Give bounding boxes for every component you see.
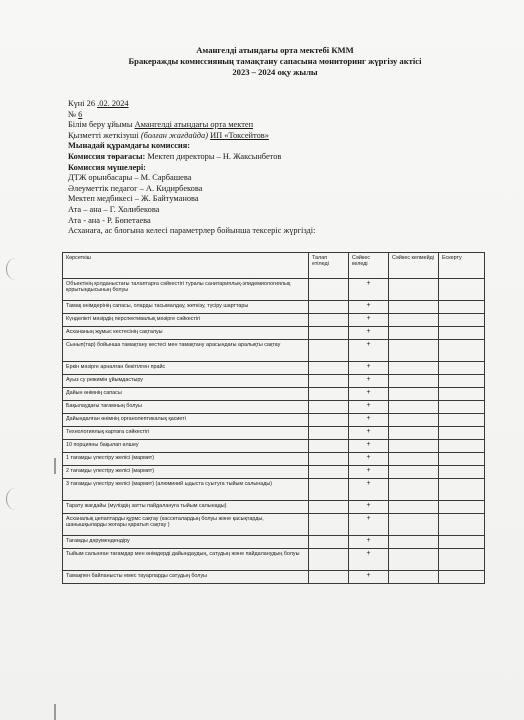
table-row xyxy=(63,479,485,501)
note-cell xyxy=(439,440,485,453)
required-cell xyxy=(309,536,349,549)
required-cell xyxy=(309,388,349,401)
indicator-cell: Технологиялық картаға сәйкестігі xyxy=(63,427,309,440)
table-row xyxy=(63,362,485,375)
table-body xyxy=(63,279,485,584)
note-cell xyxy=(439,401,485,414)
indicator-cell: Асханалық цепаптарды құрмс сақтау (кассеталардың болуы және қасықтарды, шанышқыларды жоғары қаратып сақтау ) xyxy=(63,514,309,536)
noncompliant-cell xyxy=(389,301,439,314)
noncompliant-cell xyxy=(389,375,439,388)
col-header-noncompliant: Сәйкес келмейді xyxy=(389,253,439,279)
noncompliant-cell xyxy=(389,549,439,571)
table-row xyxy=(63,414,485,427)
member-line: ДТЖ орынбасары – М. Сарбашева xyxy=(68,173,192,183)
note-cell xyxy=(439,301,485,314)
required-cell xyxy=(309,401,349,414)
compliant-mark: + xyxy=(349,414,389,427)
indicator-cell: Объектінің қолданыстағы талаптарға сәйкестігі туралы санитариялық-эпидемиологиялық қорытындысының болуы xyxy=(63,279,309,301)
inspection-intro: Асханаға, ас блогына келесі параметрлер бойынша тексеріс жүргізді: xyxy=(68,226,316,236)
indicator-cell: Бақылаудағы тағамның болуы xyxy=(63,401,309,414)
indicator-cell: 2 тағамды үлестіру желісі (мармит) xyxy=(63,466,309,479)
required-cell xyxy=(309,301,349,314)
member-line: Әлеуметтік педагог – А. Кидирбекова xyxy=(68,183,203,193)
noncompliant-cell xyxy=(389,314,439,327)
noncompliant-cell xyxy=(389,514,439,536)
compliant-mark: + xyxy=(349,301,389,314)
noncompliant-cell xyxy=(389,401,439,414)
table-row xyxy=(63,401,485,414)
note-cell xyxy=(439,327,485,340)
required-cell xyxy=(309,466,349,479)
compliant-mark: + xyxy=(349,427,389,440)
provider-line: Қызметті жеткізуші (болған жағдайда) ИП «Токсейтов» xyxy=(68,130,269,140)
noncompliant-cell xyxy=(389,427,439,440)
noncompliant-cell xyxy=(389,327,439,340)
number-line: № 6 xyxy=(68,109,83,119)
compliant-mark: + xyxy=(349,536,389,549)
indicator-cell: Тамақпен байланысты емес тауарларды сатудың болуы xyxy=(63,571,309,584)
required-cell xyxy=(309,314,349,327)
header-line-school: Амангелді атындағы орта мектебі КММ xyxy=(196,45,354,55)
required-cell xyxy=(309,549,349,571)
required-cell xyxy=(309,440,349,453)
note-cell xyxy=(439,479,485,501)
compliant-mark: + xyxy=(349,375,389,388)
required-cell xyxy=(309,453,349,466)
compliant-mark: + xyxy=(349,340,389,362)
noncompliant-cell xyxy=(389,571,439,584)
compliant-mark: + xyxy=(349,314,389,327)
compliant-mark: + xyxy=(349,401,389,414)
noncompliant-cell xyxy=(389,501,439,514)
table-row xyxy=(63,314,485,327)
table-row xyxy=(63,301,485,314)
table-header-row xyxy=(63,253,485,279)
noncompliant-cell xyxy=(389,340,439,362)
indicator-cell: Дайын өнімнің сапасы xyxy=(63,388,309,401)
members-heading: Комиссия мүшелері: xyxy=(68,162,146,172)
indicator-cell: Сынып(тар) бойынша тамақтану кестесі мен тамақтану арасындағы аралықты сақтау xyxy=(63,340,309,362)
indicator-cell: Тағамды дәрумендендіру xyxy=(63,536,309,549)
indicator-cell: Күнделікті мәзірдің перспективалық мәзірге сәйкестігі xyxy=(63,314,309,327)
noncompliant-cell xyxy=(389,536,439,549)
col-header-indicator: Көрсеткіш xyxy=(63,253,309,279)
punch-hole-mark xyxy=(6,258,25,280)
noncompliant-cell xyxy=(389,414,439,427)
table-row xyxy=(63,571,485,584)
table-row xyxy=(63,388,485,401)
compliant-mark: + xyxy=(349,327,389,340)
required-cell xyxy=(309,327,349,340)
punch-hole-mark xyxy=(6,488,25,510)
member-line: Ата – ана – Г. Холибекова xyxy=(68,204,160,214)
act-info xyxy=(68,99,498,237)
indicator-cell: 3 тағамды үлестіру желісі (мармит) (алюминий ыдыста суытуға тыйым салынады) xyxy=(63,479,309,501)
table-row xyxy=(63,466,485,479)
indicator-cell: Тамақ өнімдерінің сапасы, оларды тасымалдау, жеткізу, түсіру шарттары xyxy=(63,301,309,314)
note-cell xyxy=(439,314,485,327)
provider-note: (болған жағдайда) xyxy=(140,130,208,140)
noncompliant-cell xyxy=(389,466,439,479)
date-value: .02. 2024 xyxy=(97,99,129,108)
header-line-act-title: Бракеражды комиссияның тамақтану сапасына мониторинг жүргізу актісі xyxy=(128,56,422,66)
indicator-cell: Дайындалған өнімнің органолептикалық қасиеті xyxy=(63,414,309,427)
note-cell xyxy=(439,453,485,466)
required-cell xyxy=(309,340,349,362)
compliant-mark: + xyxy=(349,549,389,571)
required-cell xyxy=(309,279,349,301)
compliant-mark: + xyxy=(349,362,389,375)
table-row xyxy=(63,427,485,440)
table-row xyxy=(63,514,485,536)
compliant-mark: + xyxy=(349,479,389,501)
chair-line: Комиссия төрағасы: Мектеп директоры – Н. Жаксынбетов xyxy=(68,151,282,161)
indicator-cell: 1 тағамды үлестіру желісі (мармит) xyxy=(63,453,309,466)
required-cell xyxy=(309,501,349,514)
indicator-cell: Асхананың жұмыс кестесінің сақталуы xyxy=(63,327,309,340)
noncompliant-cell xyxy=(389,453,439,466)
required-cell xyxy=(309,479,349,501)
indicator-cell: 10 порцияны бақылап өлшеу xyxy=(63,440,309,453)
commission-heading: Мынадай құрамдағы комиссия: xyxy=(68,141,191,151)
note-cell xyxy=(439,501,485,514)
noncompliant-cell xyxy=(389,388,439,401)
org-value: Амангелді атындағы орта мектеп xyxy=(134,120,254,130)
noncompliant-cell xyxy=(389,279,439,301)
compliant-mark: + xyxy=(349,279,389,301)
table-row xyxy=(63,340,485,362)
note-cell xyxy=(439,466,485,479)
compliant-mark: + xyxy=(349,466,389,479)
scan-edge-mark xyxy=(54,704,56,720)
table-row xyxy=(63,536,485,549)
scan-edge-mark xyxy=(54,458,56,474)
note-cell xyxy=(439,279,485,301)
provider-value: ИП «Токсейтов» xyxy=(210,130,269,140)
member-line: Ата - ана - Р. Бөпетаева xyxy=(68,215,151,225)
required-cell xyxy=(309,514,349,536)
note-cell xyxy=(439,414,485,427)
indicator-cell: Еркін мәзірге арналған бекітілген прайс xyxy=(63,362,309,375)
col-header-note: Ескерту xyxy=(439,253,485,279)
required-cell xyxy=(309,427,349,440)
table-row xyxy=(63,453,485,466)
compliant-mark: + xyxy=(349,453,389,466)
number-value: 6 xyxy=(78,109,83,119)
indicator-cell: Тарату жағдайы (мүліздің затты пайдалануға тыйым салынады) xyxy=(63,501,309,514)
compliant-mark: + xyxy=(349,388,389,401)
note-cell xyxy=(439,388,485,401)
note-cell xyxy=(439,571,485,584)
document-header xyxy=(60,45,490,78)
compliant-mark: + xyxy=(349,571,389,584)
table-row xyxy=(63,375,485,388)
table-row xyxy=(63,501,485,514)
noncompliant-cell xyxy=(389,479,439,501)
member-line: Мектеп медбикесі – Ж. Байтуманова xyxy=(68,194,199,204)
header-line-year: 2023 – 2024 оқу жылы xyxy=(232,67,318,77)
inspection-table xyxy=(62,252,485,584)
note-cell xyxy=(439,549,485,571)
col-header-required: Талап етіледі xyxy=(309,253,349,279)
col-header-compliant: Сәйкес келеді xyxy=(349,253,389,279)
table-row xyxy=(63,327,485,340)
indicator-cell: Тыйым салынған тағамдар мен өнімдерді дайындаудың, сатудың және пайдаланудың болуы xyxy=(63,549,309,571)
required-cell xyxy=(309,362,349,375)
date-line: Күні 26 .02. 2024 xyxy=(68,99,129,108)
note-cell xyxy=(439,536,485,549)
indicator-cell: Ауыз су режимін ұйымдастыру xyxy=(63,375,309,388)
table-row xyxy=(63,279,485,301)
note-cell xyxy=(439,375,485,388)
compliant-mark: + xyxy=(349,501,389,514)
required-cell xyxy=(309,414,349,427)
note-cell xyxy=(439,340,485,362)
org-line: Білім беру ұйымы Амангелді атындағы орта мектеп xyxy=(68,120,254,130)
noncompliant-cell xyxy=(389,362,439,375)
compliant-mark: + xyxy=(349,514,389,536)
note-cell xyxy=(439,362,485,375)
note-cell xyxy=(439,427,485,440)
required-cell xyxy=(309,571,349,584)
compliant-mark: + xyxy=(349,440,389,453)
note-cell xyxy=(439,514,485,536)
required-cell xyxy=(309,375,349,388)
table-row xyxy=(63,549,485,571)
noncompliant-cell xyxy=(389,440,439,453)
table-row xyxy=(63,440,485,453)
